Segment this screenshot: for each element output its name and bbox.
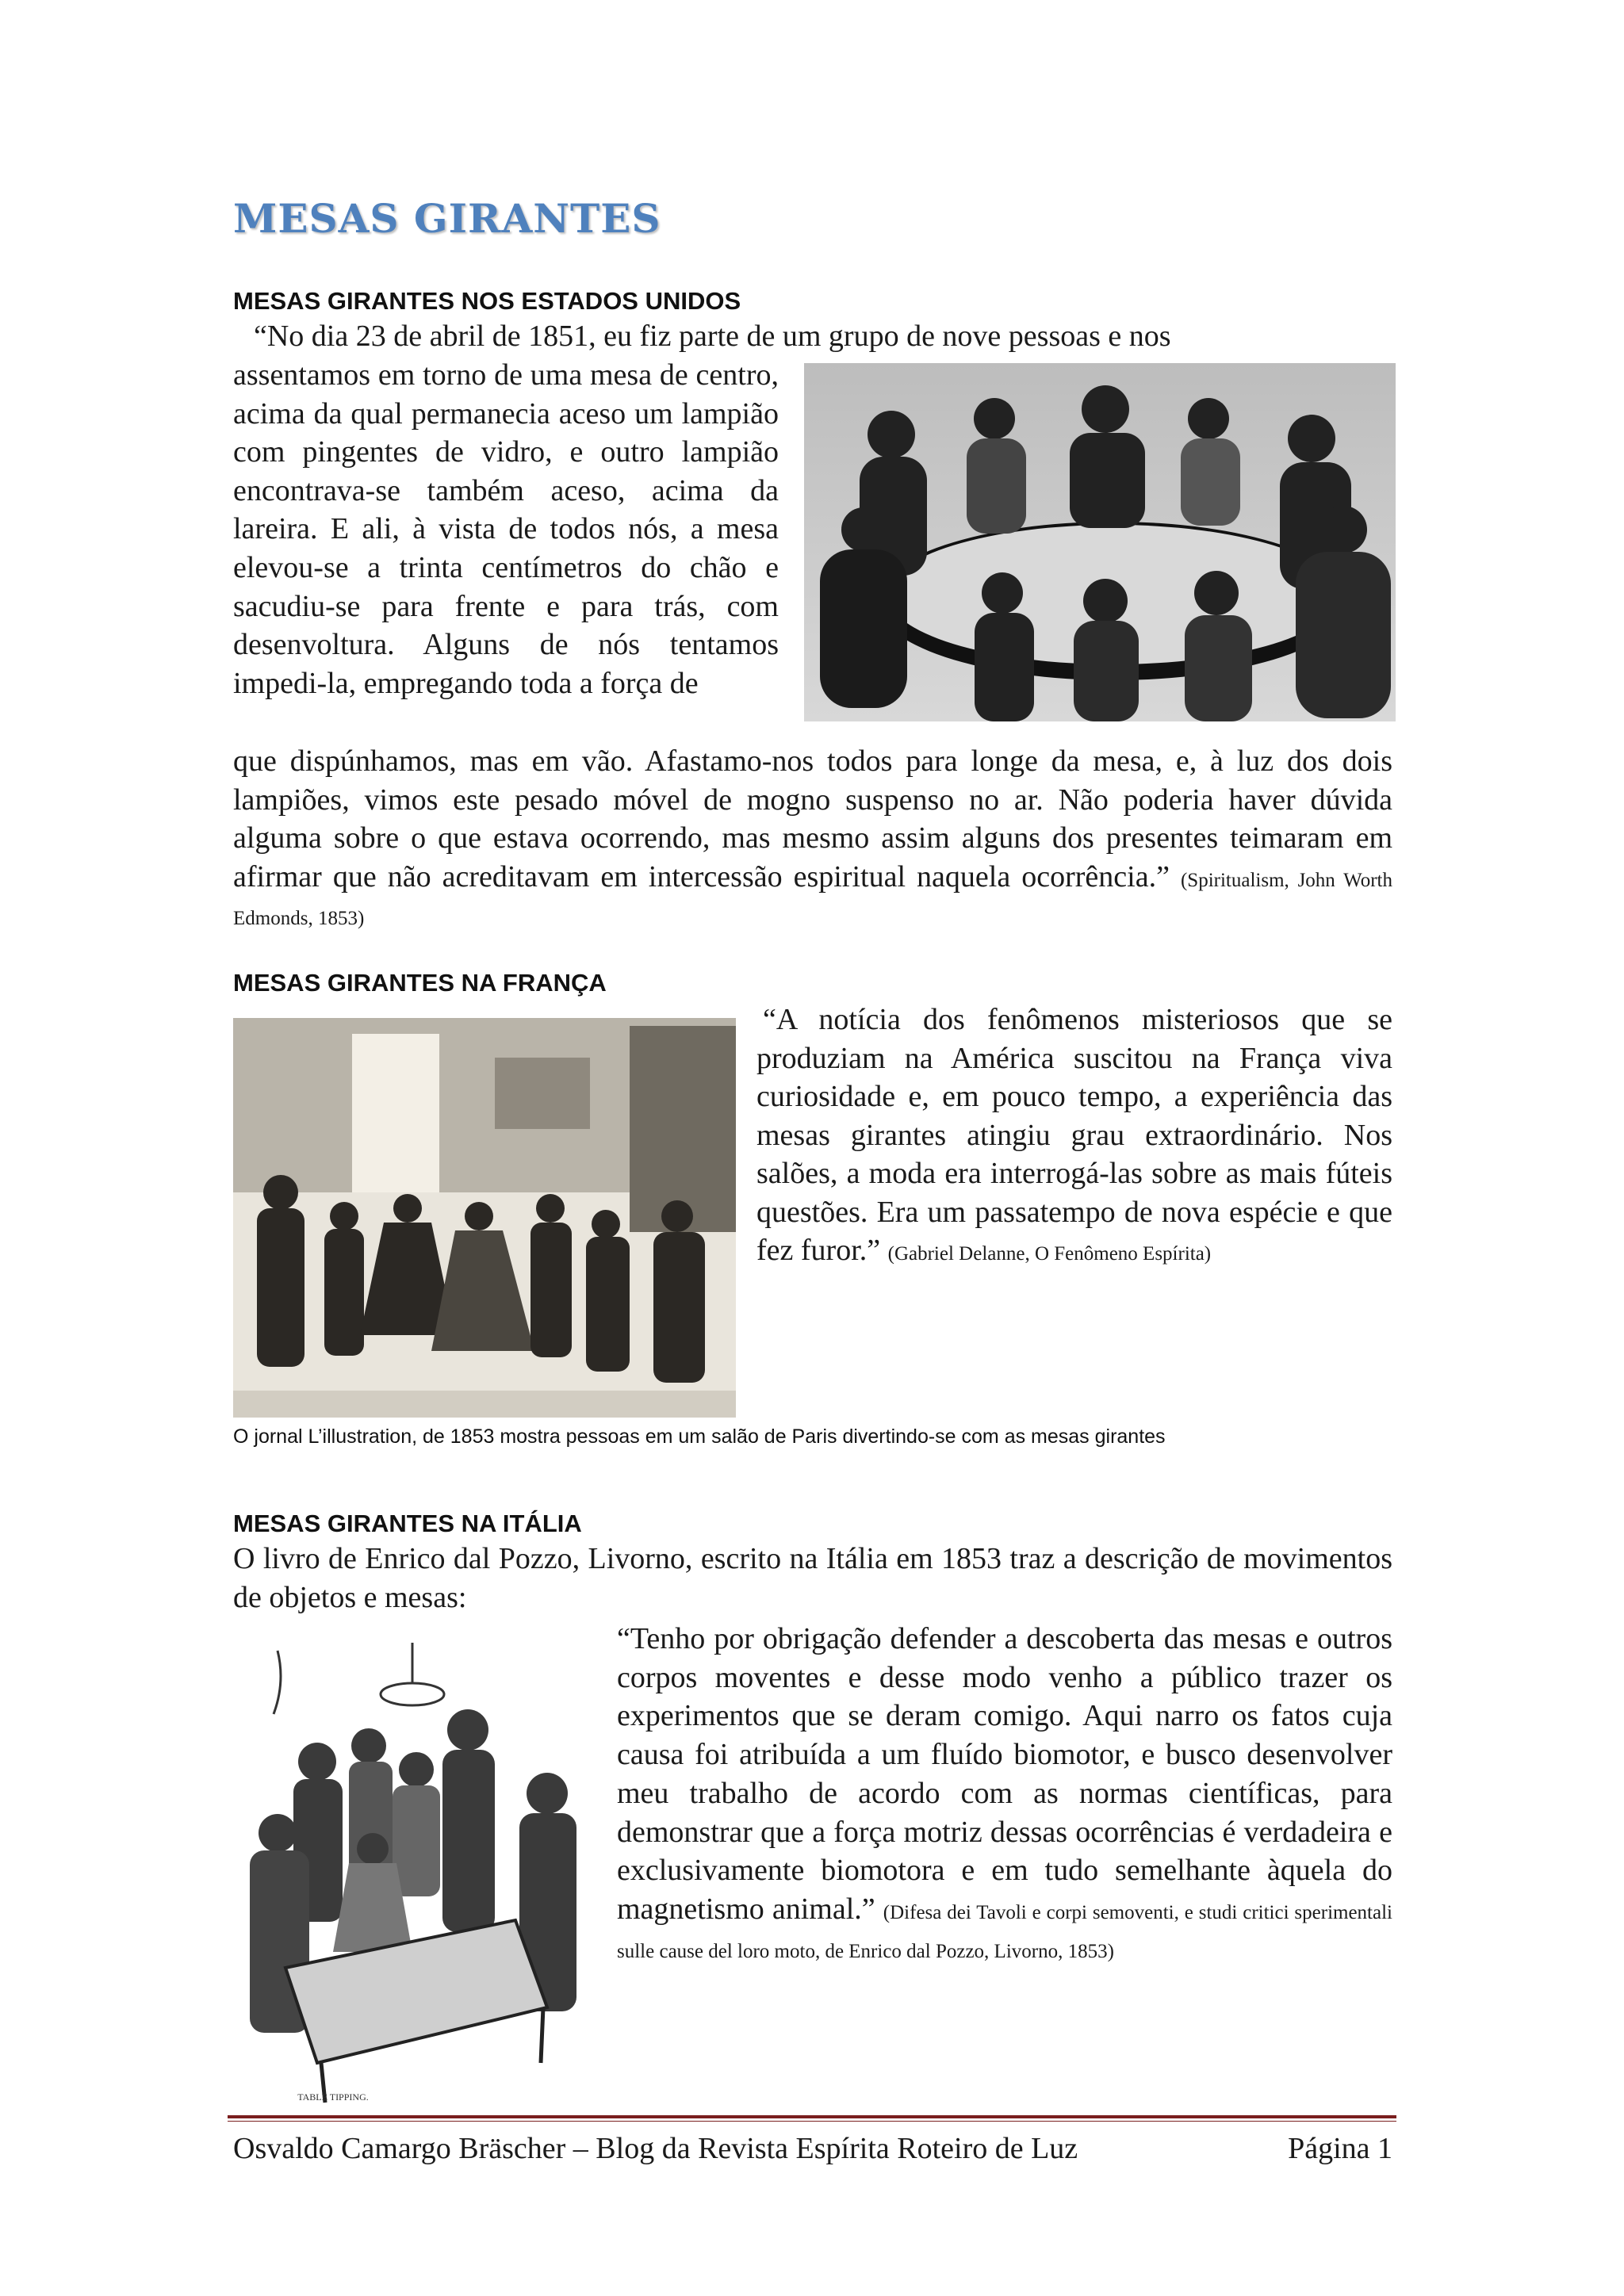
footer-rule <box>228 2115 1396 2118</box>
italy-text <box>617 1620 1392 1967</box>
usa-citation: (Spiritualism, John Worth Edmonds, 1853) <box>233 869 1392 929</box>
france-image-caption: O jornal L’illustration, de 1853 mostra pessoas em um salão de Paris divertindo-se com as mesas girantes <box>233 1425 1166 1448</box>
usa-rest: que dispúnhamos, mas em vão. Afastamo-nos todos para longe da mesa, e, à luz dos dois lampiões, vimos este pesado móvel de mogno suspenso no ar. Não poderia haver dúvida alguma sobre o que estava ocorrendo, mas mesmo assim alguns dos presentes teimaram em afirmar que não acreditavam em intercessão espiritual naquela ocorrência.” <box>233 744 1392 894</box>
footer-author: Osvaldo Camargo Bräscher – Blog da Revista Espírita Roteiro de Luz <box>233 2132 1078 2165</box>
usa-rest-text <box>233 742 1392 935</box>
france-quote: “A notícia dos fenômenos misteriosos que se produziam na América suscitou na França viva curiosidade e, em pouco tempo, a experiência das mesas girantes atingiu grau extraordinário. Nos salões, a moda era interrogá-las sobre as mais fúteis questões. Era um passatempo de nova espécie e que fez furor.” <box>756 1003 1392 1267</box>
salon-paris-image <box>233 1018 736 1418</box>
italy-quote: “Tenho por obrigação defender a descoberta das mesas e outros corpos moventes e desse modo venho a público trazer os experimentos que se deram comigo. Aqui narro os fatos cuja causa foi atribuída a um fluído biomotor, e busco desenvolver meu trabalho de acordo com as normas científicas, para demonstrar que a força motriz dessas ocorrências é verdadeira e exclusivamente biomotora e em tudo semelhante àquela do magnetismo animal.” <box>617 1622 1392 1926</box>
seance-usa-image <box>804 363 1396 721</box>
heading-usa: MESAS GIRANTES NOS ESTADOS UNIDOS <box>233 287 741 315</box>
france-citation: (Gabriel Delanne, O Fenômeno Espírita) <box>887 1243 1212 1265</box>
france-text <box>756 1001 1392 1274</box>
page-number: Página 1 <box>1288 2132 1392 2165</box>
table-tipping-image <box>230 1635 596 2110</box>
heading-france: MESAS GIRANTES NA FRANÇA <box>233 969 607 997</box>
italy-citation: (Difesa dei Tavoli e corpi semoventi, e studi critici sperimentali sulle cause del loro moto, de Enrico dal Pozzo, Livorno, 1853) <box>617 1901 1392 1962</box>
page-title: MESAS GIRANTES <box>233 195 661 242</box>
footer <box>233 2131 1392 2166</box>
usa-lead: “No dia 23 de abril de 1851, eu fiz parte de um grupo de nove pessoas e nos <box>254 320 1171 353</box>
usa-wrap-text: assentamos em torno de uma mesa de centro, acima da qual permanecia aceso um lampião com pingentes de vidro, e outro lampião encontrava-se também aceso, acima da lareira. E ali, à vista de todos nós, a mesa elevou-se a trinta centímetros do chão e sacudiu-se para frente e para trás, com desenvoltura. Alguns de nós tentamos impedi-la, empregando toda a força de <box>233 358 779 700</box>
italy-intro: O livro de Enrico dal Pozzo, Livorno, escrito na Itália em 1853 traz a descrição de movimentos de objetos e mesas: <box>233 1542 1392 1614</box>
table-tipping-label: TABLE TIPPING. <box>297 2091 369 2103</box>
heading-italy: MESAS GIRANTES NA ITÁLIA <box>233 1510 582 1537</box>
footer-rule-thin <box>228 2121 1396 2122</box>
